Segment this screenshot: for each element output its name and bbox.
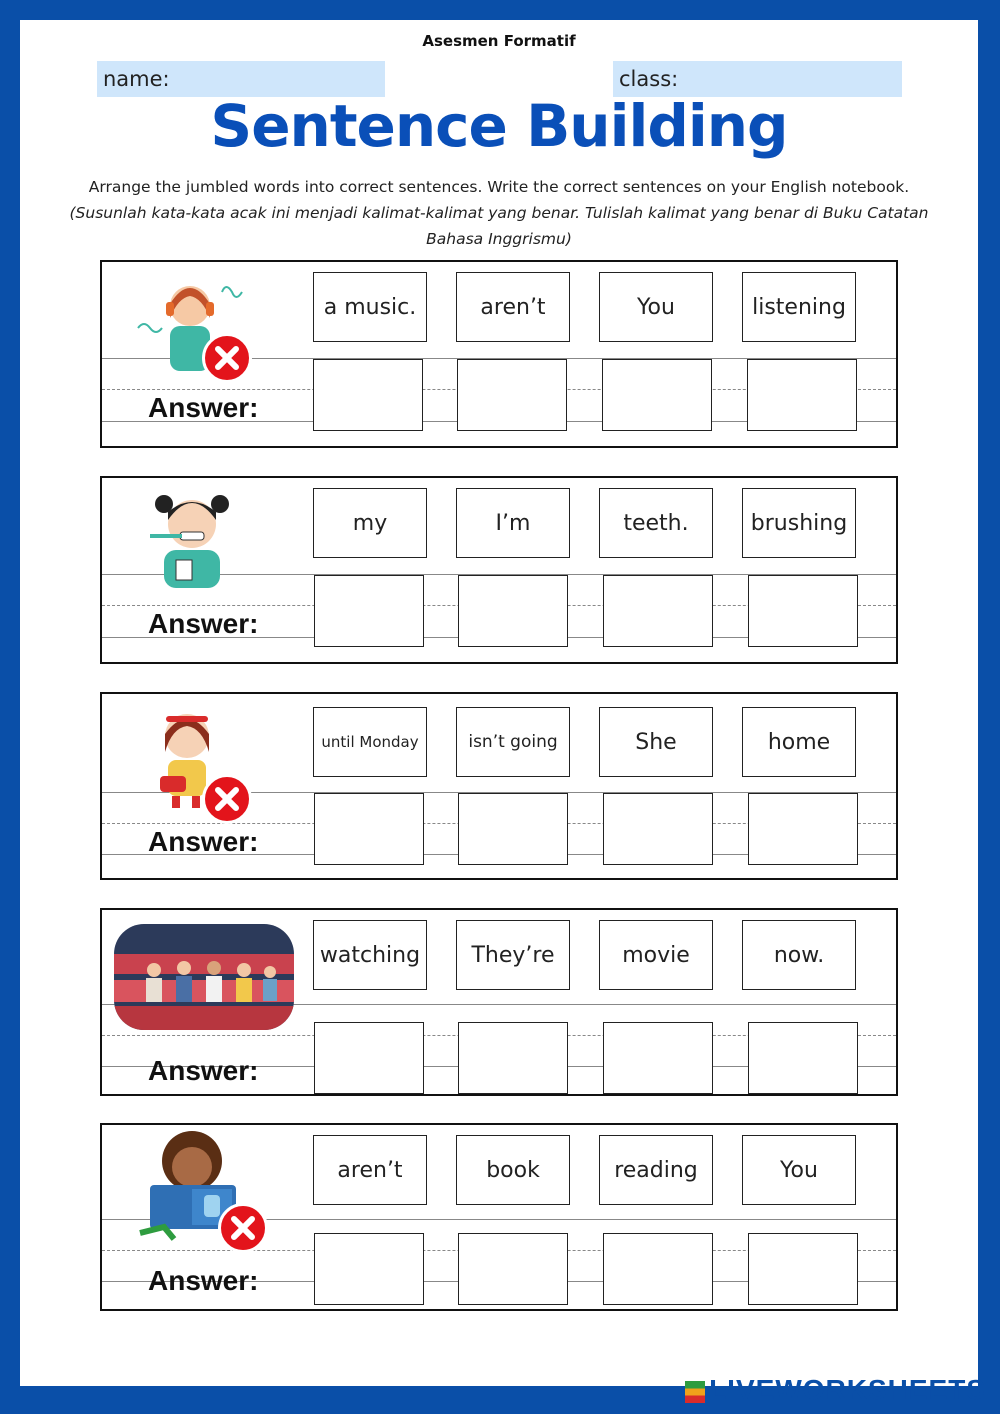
instruction-text: Arrange the jumbled words into correct sentences. Write the correct sentences on your English notebook. (88, 178, 910, 196)
answer-slot-1[interactable] (314, 1233, 424, 1305)
liveworksheets-logo-icon (685, 1381, 705, 1403)
word-card[interactable]: teeth. (599, 488, 713, 558)
word-card[interactable]: aren’t (456, 272, 570, 342)
answer-slot-2[interactable] (458, 575, 568, 647)
assessment-subtitle: Asesmen Formatif (422, 32, 576, 50)
word-card[interactable]: You (599, 272, 713, 342)
people-in-cinema-illustration (114, 924, 294, 1034)
answer-label: Answer: (148, 1265, 259, 1296)
exercise-row-2 (100, 476, 898, 664)
answer-slot-1[interactable] (314, 1022, 424, 1094)
answer-slot-3[interactable] (603, 1233, 713, 1305)
word-card[interactable]: home (742, 707, 856, 777)
name-field[interactable]: name: (97, 61, 385, 97)
answer-label: Answer: (148, 392, 259, 423)
answer-slot-4[interactable] (748, 575, 858, 647)
word-card[interactable]: until Monday (313, 707, 427, 777)
word-card[interactable]: my (313, 488, 427, 558)
answer-slot-2[interactable] (458, 1022, 568, 1094)
answer-label: Answer: (148, 1055, 259, 1086)
answer-slot-1[interactable] (313, 359, 423, 431)
exercise-row-3 (100, 692, 898, 880)
answer-label: Answer: (148, 608, 259, 639)
answer-slot-3[interactable] (602, 359, 712, 431)
word-card[interactable]: movie (599, 920, 713, 990)
exercise-row-5 (100, 1123, 898, 1311)
word-card[interactable]: I’m (456, 488, 570, 558)
word-card[interactable]: They’re (456, 920, 570, 990)
word-card[interactable]: brushing (742, 488, 856, 558)
negative-cross-icon (202, 774, 252, 824)
class-field[interactable]: class: (613, 61, 902, 97)
answer-label: Answer: (148, 826, 259, 857)
word-card[interactable]: watching (313, 920, 427, 990)
word-card[interactable]: now. (742, 920, 856, 990)
answer-slot-1[interactable] (314, 793, 424, 865)
liveworksheets-logo (685, 1374, 986, 1406)
word-card[interactable]: You (742, 1135, 856, 1205)
word-card[interactable]: isn’t going (456, 707, 570, 777)
answer-slot-4[interactable] (747, 359, 857, 431)
page-title: Sentence Building (210, 92, 788, 160)
word-card[interactable]: book (456, 1135, 570, 1205)
answer-slot-3[interactable] (603, 1022, 713, 1094)
answer-slot-4[interactable] (748, 1233, 858, 1305)
answer-slot-4[interactable] (748, 793, 858, 865)
word-card[interactable]: reading (599, 1135, 713, 1205)
answer-slot-2[interactable] (458, 793, 568, 865)
worksheet-page (20, 20, 978, 1386)
girl-brushing-teeth-illustration (142, 486, 242, 590)
word-card[interactable]: a music. (313, 272, 427, 342)
answer-slot-3[interactable] (603, 575, 713, 647)
word-card[interactable]: aren’t (313, 1135, 427, 1205)
exercise-row-4 (100, 908, 898, 1096)
answer-slot-3[interactable] (603, 793, 713, 865)
negative-cross-icon (218, 1203, 268, 1253)
answer-slot-2[interactable] (457, 359, 567, 431)
word-card[interactable]: listening (742, 272, 856, 342)
exercise-row-1 (100, 260, 898, 448)
instruction-translation: (Susunlah kata-kata acak ini menjadi kalimat-kalimat yang benar. Tulislah kalimat yang benar di Buku Catatan Bahasa Inggrismu) (69, 204, 929, 248)
answer-slot-2[interactable] (458, 1233, 568, 1305)
answer-slot-1[interactable] (314, 575, 424, 647)
brand-name: LIVEWORKSHEETS (709, 1374, 986, 1405)
negative-cross-icon (202, 333, 252, 383)
answer-slot-4[interactable] (748, 1022, 858, 1094)
instructions (40, 174, 958, 252)
word-card[interactable]: She (599, 707, 713, 777)
